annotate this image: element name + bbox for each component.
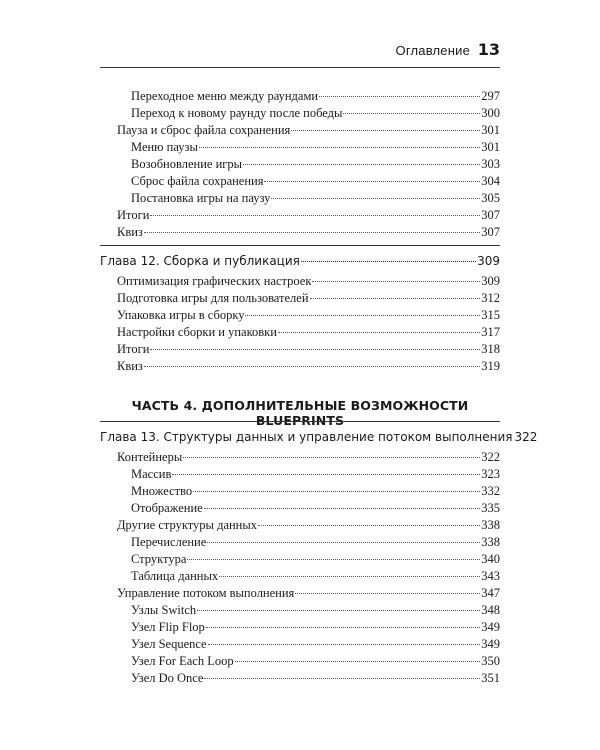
toc-entry-page: 338 — [481, 518, 500, 532]
dot-leader — [278, 332, 480, 333]
toc-entry-title: Оптимизация графических настроек — [117, 274, 312, 288]
dot-leader — [271, 198, 480, 199]
toc-entry-page: 349 — [481, 637, 500, 651]
toc-entry-title: Узел Sequence — [131, 637, 207, 651]
toc-entry[interactable] — [131, 670, 500, 687]
toc-entry-page: 305 — [481, 191, 500, 205]
toc-entry-title: Пауза и сброс файла сохранения — [117, 123, 291, 137]
dot-leader — [207, 542, 480, 543]
toc-entry-title: Контейнеры — [117, 450, 183, 464]
dot-leader — [172, 474, 480, 475]
toc-entry-title: Таблица данных — [131, 569, 219, 583]
dot-leader — [310, 298, 481, 299]
dot-leader — [219, 576, 480, 577]
toc-entry[interactable] — [117, 224, 500, 241]
dot-leader — [144, 366, 480, 367]
toc-entry[interactable] — [117, 207, 500, 224]
toc-entry-page: 340 — [481, 552, 500, 566]
dot-leader — [150, 215, 480, 216]
toc-entry-page: 319 — [481, 359, 500, 373]
toc-entry[interactable] — [131, 602, 500, 619]
dot-leader — [295, 593, 480, 594]
toc-entry[interactable] — [117, 585, 500, 602]
dot-leader — [183, 457, 480, 458]
toc-entry[interactable] — [131, 190, 500, 207]
toc-entry-page: 343 — [481, 569, 500, 583]
toc-entry-title: Другие структуры данных — [117, 518, 258, 532]
toc-entry-page: 347 — [481, 586, 500, 600]
toc-entry[interactable] — [131, 653, 500, 670]
toc-entry-title: Постановка игры на паузу — [131, 191, 271, 205]
toc-entry[interactable] — [117, 324, 500, 341]
toc-entry-title: Узел Flip Flop — [131, 620, 205, 634]
toc-entry-title: Квиз — [117, 225, 143, 239]
toc-entry-page: 322 — [481, 450, 500, 464]
dot-leader — [199, 147, 480, 148]
toc-entry-title: Настройки сборки и упаковки — [117, 325, 277, 339]
dot-leader — [187, 559, 480, 560]
dot-leader — [206, 627, 480, 628]
toc-entry[interactable] — [131, 619, 500, 636]
toc-entry-page: 300 — [481, 106, 500, 120]
toc-entry-page: 350 — [481, 654, 500, 668]
toc-entry-page: 317 — [481, 325, 500, 339]
toc-entry[interactable] — [117, 341, 500, 358]
toc-entry[interactable] — [117, 358, 500, 375]
chapter-title: Глава 13. Структуры данных и управление потоком выполнения — [100, 430, 513, 444]
toc-entry[interactable] — [131, 105, 500, 122]
toc-entry-page: 349 — [481, 620, 500, 634]
dot-leader — [204, 508, 481, 509]
toc-entry-title: Структура — [131, 552, 187, 566]
dot-leader — [243, 164, 480, 165]
toc-entry[interactable] — [131, 636, 500, 653]
toc-entry[interactable] — [117, 122, 500, 139]
toc-entry-title: Переходное меню между раундами — [131, 89, 319, 103]
toc-entry-page: 301 — [481, 140, 500, 154]
toc-entry-page: 323 — [481, 467, 500, 481]
header-page-number: 13 — [477, 40, 500, 59]
toc-entry[interactable] — [131, 568, 500, 585]
toc-entry-page: 351 — [481, 671, 500, 685]
toc-entry[interactable] — [117, 290, 500, 307]
toc-entry[interactable] — [131, 173, 500, 190]
dot-leader — [150, 349, 480, 350]
toc-entry-title: Управление потоком выполнения — [117, 586, 295, 600]
toc-entry[interactable] — [131, 88, 500, 105]
section-rule — [100, 245, 500, 246]
toc-entry[interactable] — [117, 517, 500, 534]
toc-entry-title: Множество — [131, 484, 193, 498]
toc-entry-page: 338 — [481, 535, 500, 549]
toc-entry[interactable] — [131, 139, 500, 156]
toc-entry-page: 348 — [481, 603, 500, 617]
chapter-12-heading[interactable] — [100, 253, 500, 270]
toc-entry-title: Подготовка игры для пользователей — [117, 291, 309, 305]
part-4-heading[interactable]: ЧАСТЬ 4. ДОПОЛНИТЕЛЬНЫЕ ВОЗМОЖНОСТИ BLUEPRINTS — [131, 398, 469, 428]
section-rule — [100, 421, 500, 422]
toc-entry[interactable] — [131, 500, 500, 517]
toc-entry-page: 304 — [481, 174, 500, 188]
dot-leader — [208, 644, 481, 645]
dot-leader — [204, 678, 480, 679]
toc-entry-title: Перечисление — [131, 535, 207, 549]
dot-leader — [343, 113, 480, 114]
toc-entry-page: 332 — [481, 484, 500, 498]
dot-leader — [312, 281, 480, 282]
dot-leader — [258, 525, 480, 526]
toc-entry-page: 335 — [481, 501, 500, 515]
toc-entry[interactable] — [131, 156, 500, 173]
header-rule — [100, 67, 500, 68]
toc-entry-title: Меню паузы — [131, 140, 198, 154]
toc-entry-page: 303 — [481, 157, 500, 171]
toc-entry-title: Отображение — [131, 501, 203, 515]
toc-entry-title: Переход к новому раунду после победы — [131, 106, 343, 120]
header-title: Оглавление — [395, 43, 470, 58]
toc-entry-page: 307 — [481, 208, 500, 222]
toc-entry[interactable] — [131, 534, 500, 551]
toc-entry-page: 307 — [481, 225, 500, 239]
chapter-page: 309 — [477, 254, 500, 268]
toc-entry[interactable] — [131, 466, 500, 483]
toc-entry-title: Узел For Each Loop — [131, 654, 234, 668]
toc-entry-page: 301 — [481, 123, 500, 137]
toc-entry[interactable] — [131, 551, 500, 568]
toc-entry-title: Упаковка игры в сборку — [117, 308, 245, 322]
toc-entry[interactable] — [117, 307, 500, 324]
chapter-13-heading[interactable] — [100, 429, 538, 446]
dot-leader — [197, 610, 480, 611]
toc-entry-page: 297 — [481, 89, 500, 103]
dot-leader — [319, 96, 480, 97]
toc-entry-page: 318 — [481, 342, 500, 356]
toc-entry-title: Сброс файла сохранения — [131, 174, 264, 188]
dot-leader — [264, 181, 480, 182]
running-header — [100, 40, 500, 64]
toc-entry-title: Итоги — [117, 208, 150, 222]
toc-entry-title: Итоги — [117, 342, 150, 356]
dot-leader — [301, 261, 476, 262]
chapter-title: Глава 12. Сборка и публикация — [100, 254, 300, 268]
dot-leader — [235, 661, 481, 662]
chapter-page: 322 — [514, 430, 538, 444]
dot-leader — [193, 491, 480, 492]
dot-leader — [291, 130, 480, 131]
toc-entry-title: Узел Do Once — [131, 671, 204, 685]
toc-entry-page: 315 — [481, 308, 500, 322]
toc-entry-page: 309 — [481, 274, 500, 288]
dot-leader — [245, 315, 480, 316]
toc-entry-title: Узлы Switch — [131, 603, 197, 617]
toc-entry-title: Возобновление игры — [131, 157, 243, 171]
toc-entry[interactable] — [117, 449, 500, 466]
dot-leader — [144, 232, 480, 233]
toc-entry[interactable] — [117, 273, 500, 290]
toc-entry-title: Квиз — [117, 359, 143, 373]
toc-entry[interactable] — [131, 483, 500, 500]
toc-entry-title: Массив — [131, 467, 172, 481]
toc-entry-page: 312 — [481, 291, 500, 305]
